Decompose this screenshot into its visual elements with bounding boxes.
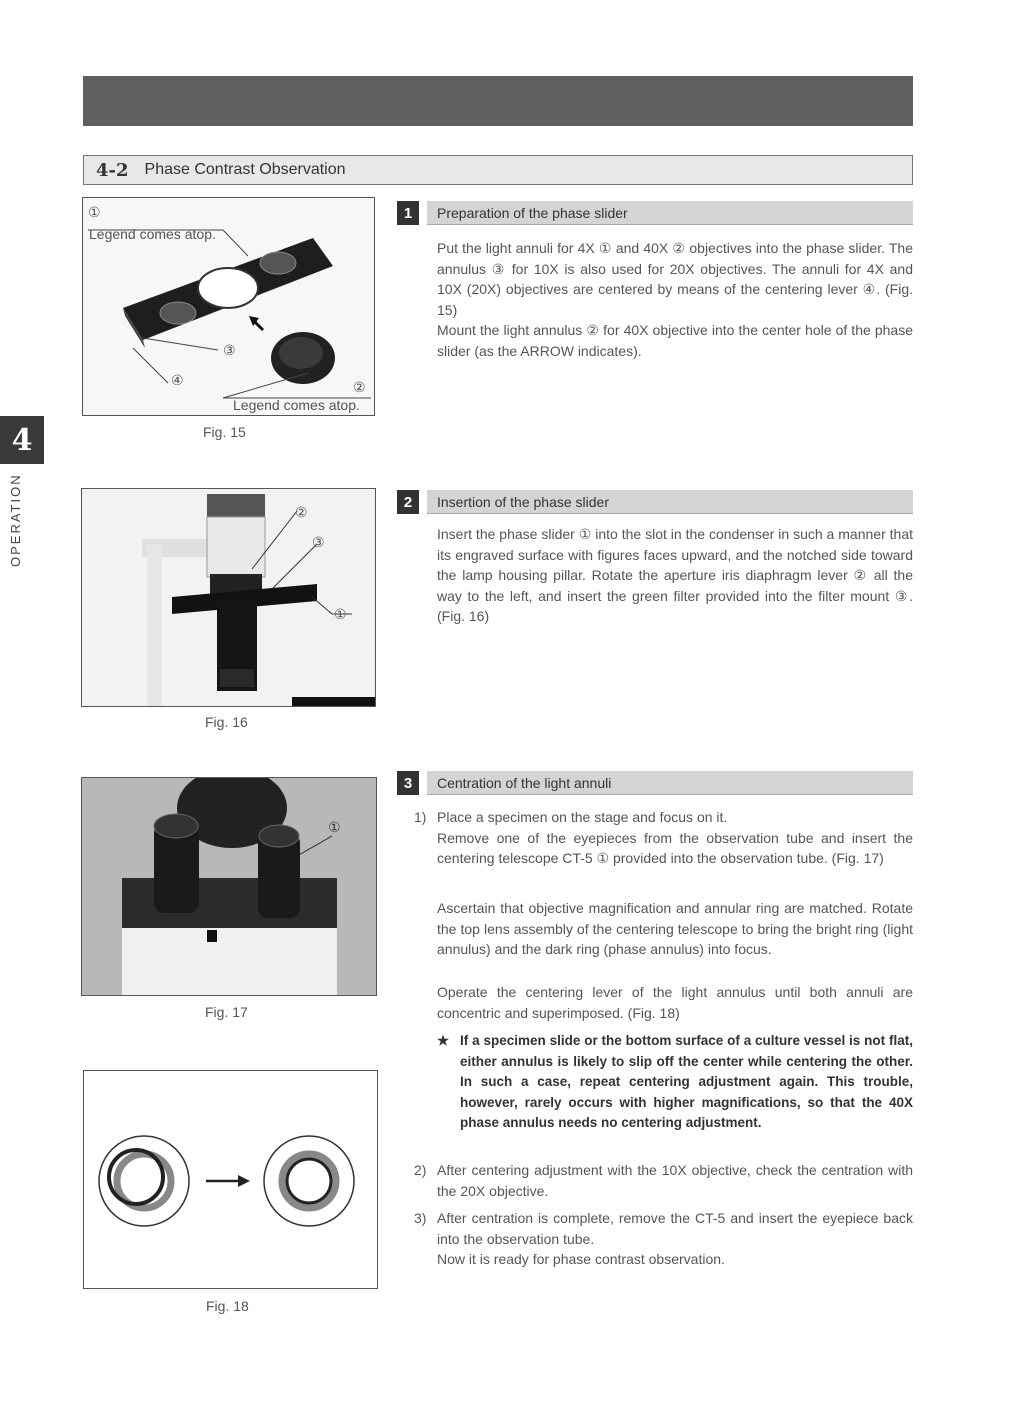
fig15-callout-4: ④ xyxy=(171,372,184,388)
note-text: If a specimen slide or the bottom surface of a culture vessel is not flat, either annulus is likely to slip off the center while centering the other. In such a case, repeat centering adjustment again. This trouble, however, rarely occurs with higher magnifications, so that the 40X phase annulus needs no centering adjustment. xyxy=(460,1033,913,1130)
step-3-note xyxy=(437,1031,913,1134)
item-1-marker: 1) xyxy=(414,809,427,825)
step-1-title: Preparation of the phase slider xyxy=(427,201,913,225)
step-3-paragraph-b: Operate the centering lever of the light annulus until both annuli are concentric and superimposed. (Fig. 18) xyxy=(437,984,913,1021)
step-3-title: Centration of the light annuli xyxy=(427,771,913,795)
figure-18 xyxy=(83,1070,378,1289)
step-3-paragraph-a: Ascertain that objective magnification and annular ring are matched. Rotate the top lens assembly of the centering telescope to bring the bright ring (light annulus) and the dark ring (phase annulus) into focus. xyxy=(437,900,913,957)
step-1-heading xyxy=(397,201,913,225)
step-3-heading xyxy=(397,771,913,795)
section-title: Phase Contrast Observation xyxy=(144,161,346,178)
chapter-label: OPERATION xyxy=(8,473,23,567)
figure-16 xyxy=(81,488,376,707)
fig16-callout-1: ① xyxy=(334,606,347,622)
fig15-callout-3: ③ xyxy=(223,342,236,358)
step-1-number: 1 xyxy=(397,201,419,225)
condenser-illustration xyxy=(82,489,376,707)
step-1-paragraph-2: Mount the light annulus ② for 40X objective into the center hole of the phase slider (as the ARROW indicates). xyxy=(437,322,913,359)
fig16-callout-3: ③ xyxy=(312,534,325,550)
fig15-legend-top: Legend comes atop. xyxy=(89,226,216,242)
fig16-callout-2: ② xyxy=(295,504,308,520)
item-2-marker: 2) xyxy=(414,1162,427,1178)
fig15-caption: Fig. 15 xyxy=(203,424,246,440)
note-star-icon: ★ xyxy=(437,1033,450,1048)
fig17-callout-1: ① xyxy=(328,819,341,835)
step-3-number: 3 xyxy=(397,771,419,795)
section-number: 4-2 xyxy=(96,159,129,181)
figure-15 xyxy=(82,197,375,416)
chapter-tab: 4 xyxy=(0,416,44,464)
fig15-legend-bottom: Legend comes atop. xyxy=(233,397,360,413)
item-3-text-b: Now it is ready for phase contrast observation. xyxy=(437,1251,725,1267)
step-2-title: Insertion of the phase slider xyxy=(427,490,913,514)
annuli-centration-illustration xyxy=(84,1071,378,1289)
item-3-text-a: After centration is complete, remove the CT-5 and insert the eyepiece back into the observation tube. xyxy=(437,1210,913,1247)
step-3-item-2 xyxy=(414,1160,913,1201)
observation-tube-illustration xyxy=(82,778,377,996)
step-2-number: 2 xyxy=(397,490,419,514)
step-3-item-1 xyxy=(414,807,913,869)
section-heading xyxy=(83,155,913,185)
step-1-paragraph-1: Put the light annuli for 4X ① and 40X ② objectives into the phase slider. The annulus ③ for 10X is also used for 20X objectives. The annuli for 4X and 10X (20X) objectives are centered by means of the centering lever ④. (Fig. 15) xyxy=(437,240,913,318)
header-bar xyxy=(83,76,913,126)
fig17-caption: Fig. 17 xyxy=(205,1004,248,1020)
fig15-callout-2: ② xyxy=(353,379,366,395)
fig16-caption: Fig. 16 xyxy=(205,714,248,730)
step-3-item-3 xyxy=(414,1208,913,1270)
figure-17 xyxy=(81,777,377,996)
step-2-heading xyxy=(397,490,913,514)
fig18-caption: Fig. 18 xyxy=(206,1298,249,1314)
item-1-text-a: Place a specimen on the stage and focus on it. xyxy=(437,809,728,825)
step-2-paragraph-1: Insert the phase slider ① into the slot in the condenser in such a manner that its engraved surface with figures faces upward, and the notched side toward the lamp housing pillar. Rotate the aperture iris diaphragm lever ② all the way to the left, and insert the green filter provided into the filter mount ③. (Fig. 16) xyxy=(437,526,913,624)
item-1-text-b: Remove one of the eyepieces from the observation tube and insert the centering telescope CT-5 ① provided into the observation tube. (Fig. 17) xyxy=(437,829,913,866)
item-2-text: After centering adjustment with the 10X objective, check the centration with the 20X objective. xyxy=(437,1162,913,1199)
fig15-callout-1: ① xyxy=(88,204,101,220)
item-3-marker: 3) xyxy=(414,1210,427,1226)
